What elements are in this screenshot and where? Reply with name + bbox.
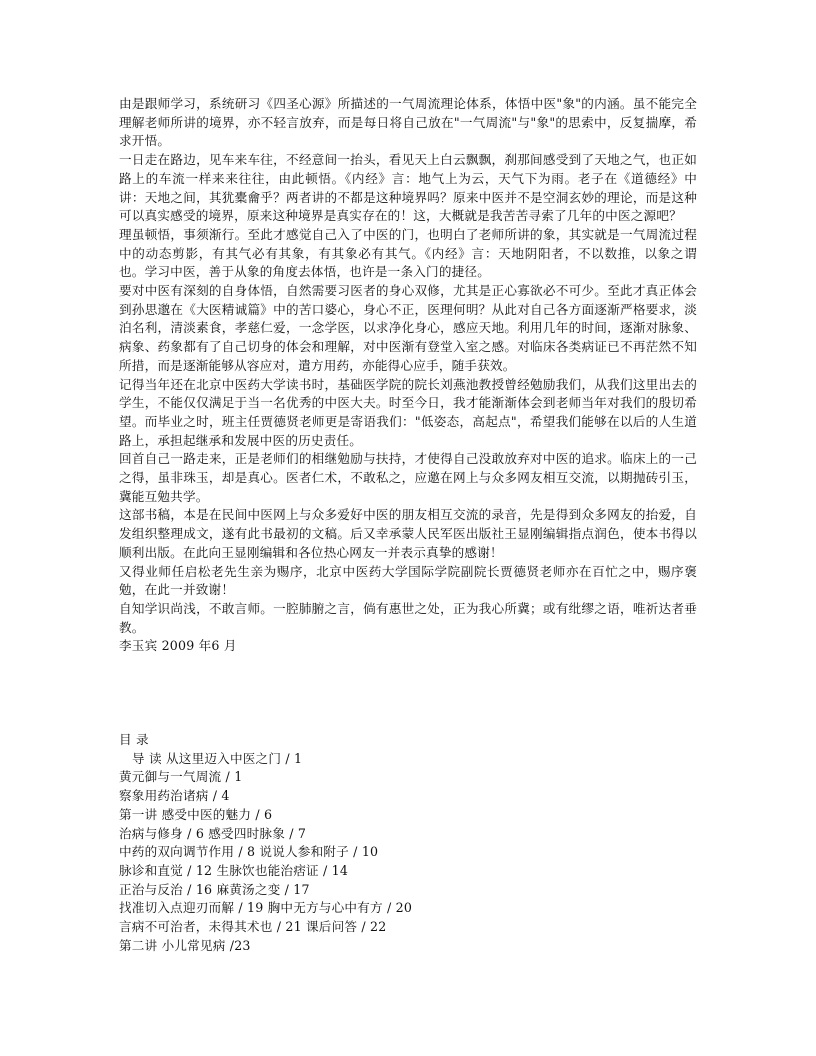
paragraph: 理虽顿悟，事须渐行。至此才感觉自己入了中医的门，也明白了老师所讲的象，其实就是一气周流过程中的动态剪影，有其气必有其象，有其象必有其气。《内经》言：天地阴阳者，不以数推，以象之谓也。学习中医，善于从象的角度去体悟，也许是一条入门的捷径。	[119, 226, 697, 280]
paragraph: 回首自己一路走来，正是老师们的相继勉励与扶持，才使得自己没敢放弃对中医的追求。临床上的一己之得，虽非珠玉，却是真心。医者仁术，不敢私之，应邀在网上与众多网友相互交流，以期抛砖引玉，冀能互勉共学。	[119, 451, 697, 504]
toc-entry: 正治与反治 / 16 麻黄汤之变 / 17	[119, 881, 310, 897]
toc-entry: 中药的双向调节作用 / 8 说说人参和附子 / 10	[119, 844, 379, 860]
toc-entry: 言病不可治者，未得其术也 / 21 课后问答 / 22	[119, 919, 387, 935]
author-signature: 李玉宾 2009 年6 月	[119, 638, 237, 654]
toc-title: 目 录	[119, 732, 149, 747]
paragraph: 又得业师任启松老先生亲为赐序，北京中医药大学国际学院副院长贾德贤老师亦在百忙之中，赐序褒勉，在此一并致谢！	[119, 563, 697, 598]
toc-entry: 脉诊和直觉 / 12 生脉饮也能治痞证 / 14	[119, 862, 349, 878]
toc-entry: 察象用药治诸病 / 4	[119, 788, 230, 804]
paragraph: 一日走在路边，见车来车往，不经意间一抬头，看见天上白云飘飘，刹那间感受到了天地之气，也正如路上的车流一样来来往往，由此顿悟。《内经》言：地气上为云，天气下为雨。老子在《道德经》中讲：天地之间，其犹橐龠乎？两者讲的不都是这种境界吗？原来中医并不是空洞玄妙的理论，而是这种可以真实感受的境界，原来这种境界是真实存在的！这，大概就是我苦苦寻索了几年的中医之源吧？	[119, 152, 697, 224]
toc-entry: 找准切入点迎刃而解 / 19 胸中无方与心中有方 / 20	[119, 900, 413, 916]
toc-entry: 治病与修身 / 6 感受四时脉象 / 7	[119, 825, 307, 841]
preface-body	[119, 95, 697, 656]
table-of-contents	[119, 731, 697, 955]
toc-entry: 第二讲 小儿常见病 /23	[119, 937, 251, 953]
toc-entry: 第一讲 感受中医的魅力 / 6	[119, 806, 273, 822]
paragraph: 这部书稿，本是在民间中医网上与众多爱好中医的朋友相互交流的录音，先是得到众多网友的抬爱，自发组织整理成文，遂有此书最初的文稿。后又幸承蒙人民军医出版社王显刚编辑指点润色，使本书得以顺利出版。在此向王显刚编辑和各位热心网友一并表示真挚的感谢！	[119, 507, 697, 560]
toc-entry: 导 读 从这里迈入中医之门 / 1	[132, 750, 303, 766]
paragraph: 自知学识尚浅，不敢言师。一腔肺腑之言，倘有惠世之处，正为我心所冀；或有纰缪之语，唯祈达者垂教。	[119, 600, 697, 635]
toc-entry: 黄元御与一气周流 / 1	[119, 769, 243, 785]
paragraph: 要对中医有深刻的自身体悟，自然需要习医者的身心双修，尤其是正心寡欲必不可少。至此才真正体会到孙思邈在《大医精诚篇》中的苦口婆心，身心不正，医理何明？从此对自己各方面逐渐严格要求，淡泊名利，清淡素食，孝慈仁爱，一念学医，以求净化身心，感应天地。利用几年的时间，逐渐对脉象、病象、药象都有了自己切身的体会和理解，对中医渐有登堂入室之感。对临床各类病证已不再茫然不知所措，而是逐渐能够从容应对，遣方用药，亦能得心应手，随手获效。	[119, 283, 697, 373]
paragraph: 由是跟师学习，系统研习《四圣心源》所描述的一气周流理论体系，体悟中医"象"的内涵。虽不能完全理解老师所讲的境界，亦不轻言放弃，而是每日将自己放在"一气周流"与"象"的思索中，反复揣摩，希求开悟。	[119, 96, 697, 149]
paragraph: 记得当年还在北京中医药大学读书时，基础医学院的院长刘燕池教授曾经勉励我们，从我们这里出去的学生，不能仅仅满足于当一名优秀的中医大夫。时至今日，我才能渐渐体会到老师当年对我们的殷切希望。而毕业之时，班主任贾德贤老师更是寄语我们："低姿态，高起点"，希望我们能够在以后的人生道路上，承担起继承和发展中医的历史责任。	[119, 376, 697, 448]
